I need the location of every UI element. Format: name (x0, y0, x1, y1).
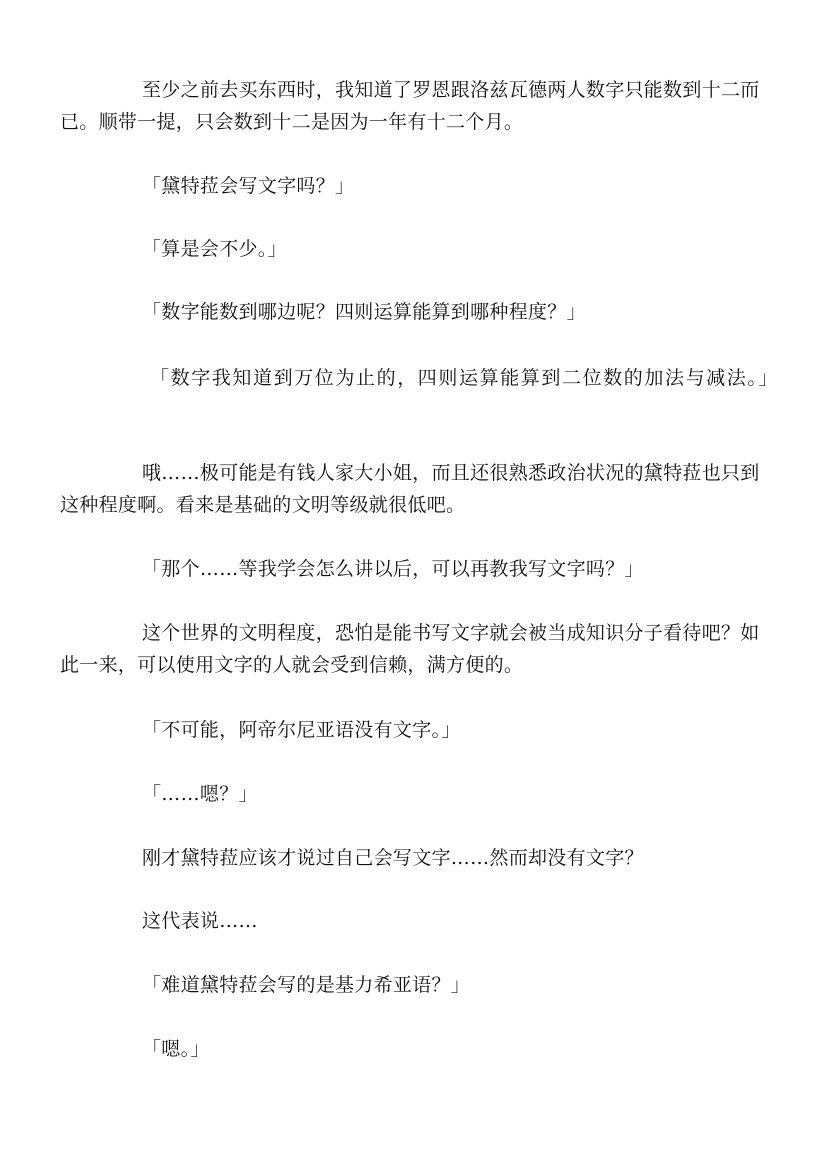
paragraph-12: 这代表说…… (142, 910, 258, 932)
paragraph-10: 「……嗯？」 (142, 783, 258, 805)
paragraph-7: 「那个……等我学会怎么讲以后，可以再教我写文字吗？」 (142, 558, 644, 580)
paragraph-8: 这个世界的文明程度，恐怕是能书写文字就会被当成知识分子看待吧？如此一来，可以使用文字的人就会受到信赖，满方便的。 (60, 622, 760, 676)
paragraph-14: 「嗯。」 (142, 1038, 210, 1060)
paragraph-5: 「数字我知道到万位为止的，四则运算能算到二位数的加法与减法。」 (150, 367, 780, 389)
paragraph-3: 「算是会不少。」 (142, 238, 287, 260)
paragraph-1: 至少之前去买东西时，我知道了罗恩跟洛兹瓦德两人数字只能数到十二而已。顺带一提，只会数到十二是因为一年有十二个月。 (60, 79, 760, 133)
paragraph-13: 「难道黛特菈会写的是基力希亚语？」 (142, 974, 471, 996)
paragraph-6: 哦……极可能是有钱人家大小姐，而且还很熟悉政治状况的黛特菈也只到这种程度啊。看来是基础的文明等级就很低吧。 (60, 462, 760, 516)
paragraph-2: 「黛特菈会写文字吗？」 (142, 175, 355, 197)
paragraph-11: 刚才黛特菈应该才说过自己会写文字……然而却没有文字？ (142, 847, 644, 869)
paragraph-9: 「不可能，阿帝尔尼亚语没有文字。」 (142, 719, 461, 741)
paragraph-4: 「数字能数到哪边呢？四则运算能算到哪种程度？」 (142, 301, 586, 323)
